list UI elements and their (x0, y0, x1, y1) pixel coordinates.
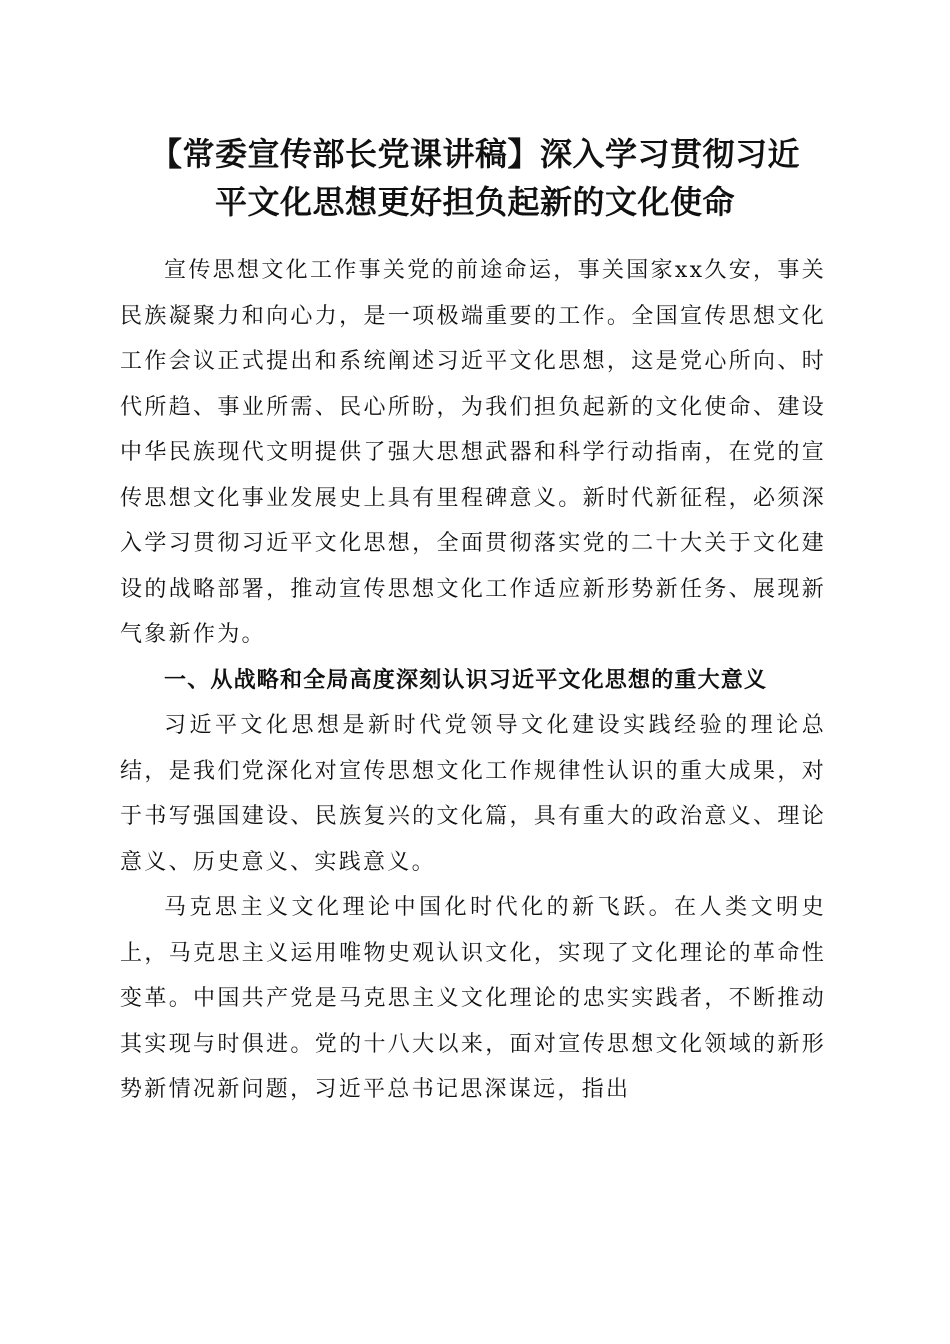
intro-paragraph: 宣传思想文化工作事关党的前途命运，事关国家xx久安，事关民族凝聚力和向心力，是一项极端重要的工作。全国宣传思想文化工作会议正式提出和系统阐述习近平文化思想，这是党心所向、时代所趋、事业所需、民心所盼，为我们担负起新的文化使命、建设中华民族现代文明提供了强大思想武器和科学行动指南，在党的宣传思想文化事业发展史上具有里程碑意义。新时代新征程，必须深入学习贯彻习近平文化思想，全面贯彻落实党的二十大关于文化建设的战略部署，推动宣传思想文化工作适应新形势新任务、展现新气象新作为。 (120, 258, 826, 647)
document-body (120, 248, 826, 1113)
body-paragraph: 马克思主义文化理论中国化时代化的新飞跃。在人类文明史上，马克思主义运用唯物史观认识文化，实现了文化理论的革命性变革。中国共产党是马克思主义文化理论的忠实实践者，不断推动其实现与时俱进。党的十八大以来，面对宣传思想文化领域的新形势新情况新问题，习近平总书记思深谋远，指出 (120, 895, 826, 1102)
title-line-1: 【常委宣传部长党课讲稿】深入学习贯彻习近 (149, 135, 800, 173)
document-title (100, 130, 850, 226)
title-line-2: 平文化思想更好担负起新的文化使命 (214, 183, 735, 221)
body-paragraph: 习近平文化思想是新时代党领导文化建设实践经验的理论总结，是我们党深化对宣传思想文化工作规律性认识的重大成果，对于书写强国建设、民族复兴的文化篇，具有重大的政治意义、理论意义、历史意义、实践意义。 (120, 713, 826, 875)
section-heading: 一、从战略和全局高度深刻认识习近平文化思想的重大意义 (164, 667, 768, 693)
